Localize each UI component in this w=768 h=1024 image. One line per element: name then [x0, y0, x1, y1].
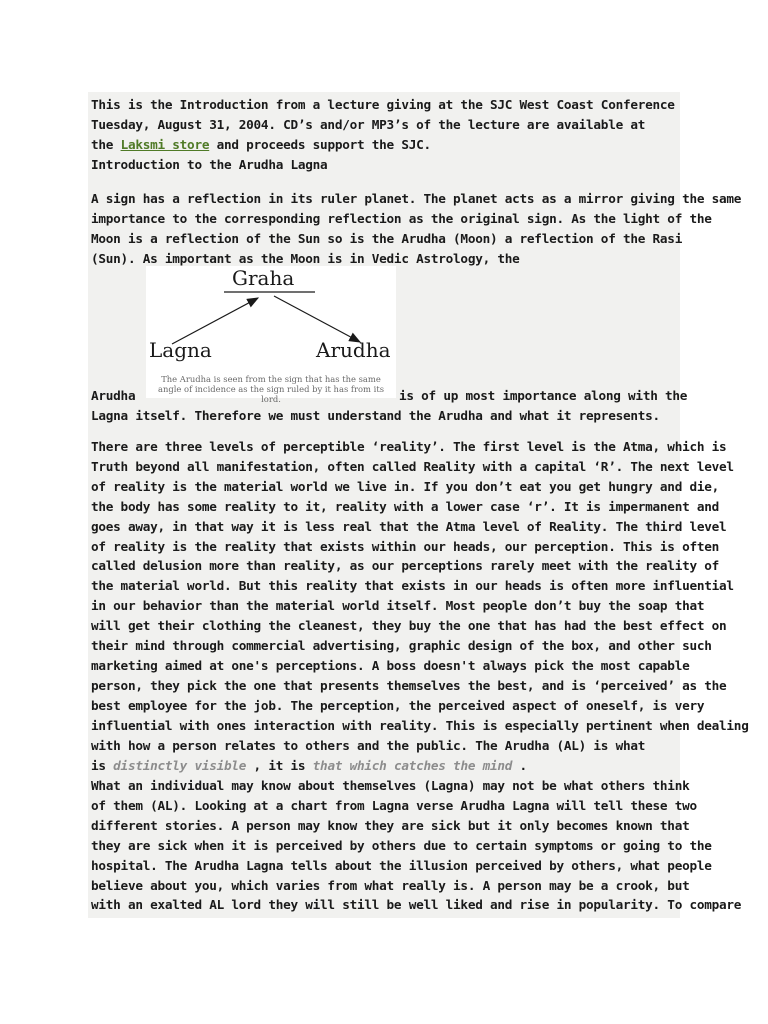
arudha-label: Arudha — [316, 338, 391, 362]
intro-line-3 — [91, 135, 683, 155]
arudha-continuation-right — [399, 386, 688, 406]
para2-line: goes away, in that way it is less real that the Atma level of Reality. The third level — [91, 518, 727, 534]
para2-line: the material world. But this reality that exists in our heads is often more influential — [91, 578, 734, 594]
para1-end-line: Lagna itself. Therefore we must understand the Arudha and what it represents. — [91, 408, 660, 423]
para3-line: they are sick when it is perceived by others due to certain symptoms or going to the — [91, 837, 712, 853]
para2-line: of reality is the reality that exists within our heads, our perception. This is often — [91, 538, 720, 554]
paragraph-2 — [91, 437, 749, 775]
para2-line: the body has some reality to it, reality with a lower case ‘r’. It is impermanent and — [91, 498, 720, 514]
distinctly-visible-phrase: distinctly visible — [113, 757, 247, 773]
arrow-graha-to-arudha — [274, 296, 360, 342]
section-heading: Introduction to the Arudha Lagna — [91, 156, 328, 172]
intro-line-3-prefix: the — [91, 136, 121, 152]
paragraph-3 — [91, 776, 742, 915]
graha-lagna-arudha-diagram — [146, 266, 396, 404]
arudha-continuation-text: is of up most importance along with the — [399, 388, 688, 403]
para2-mid: , it is — [246, 757, 313, 773]
para2-last-line — [91, 756, 683, 776]
para2-line: of reality is the material world we live in. If you don’t eat you get hungry and die, — [91, 478, 720, 494]
graha-label: Graha — [232, 266, 295, 290]
para1-line: Moon is a reflection of the Sun so is the Arudha (Moon) a reflection of the Rasi — [91, 230, 683, 246]
paragraph-1 — [91, 189, 742, 269]
para3-line: different stories. A person may know they are sick but it only becomes known that — [91, 817, 690, 833]
para1-line: importance to the corresponding reflection as the original sign. As the light of the — [91, 210, 712, 226]
para3-line: What an individual may know about themselves (Lagna) may not be what others think — [91, 778, 690, 793]
para2-end: . — [512, 757, 527, 773]
intro-line-1: This is the Introduction from a lecture giving at the SJC West Coast Conference — [91, 97, 675, 112]
intro-line-3-suffix: and proceeds support the SJC. — [209, 136, 431, 152]
arudha-word: Arudha — [91, 388, 136, 403]
para3-line: hospital. The Arudha Lagna tells about the illusion perceived by others, what people — [91, 857, 712, 873]
intro-block — [91, 95, 683, 175]
para2-line: in our behavior than the material world itself. Most people don’t buy the soap that — [91, 598, 705, 614]
diagram-caption: The Arudha is seen from the sign that has the same angle of incidence as the sign ruled by it has from its lord. — [158, 374, 384, 404]
para2-line: their mind through commercial advertising, graphic design of the box, and other such — [91, 638, 712, 654]
document-page — [88, 92, 749, 918]
para2-line: with how a person relates to others and the public. The Arudha (AL) is what — [91, 737, 646, 753]
para3-line: with an exalted AL lord they will still be well liked and rise in popularity. To compare — [91, 897, 742, 913]
para2-line: influential with ones interaction with reality. This is especially pertinent when dealing — [91, 717, 749, 733]
laksmi-store-link[interactable]: Laksmi store — [120, 136, 210, 152]
para2-line: person, they pick the one that presents themselves the best, and is ‘perceived’ as the — [91, 677, 727, 693]
para1-line: A sign has a reflection in its ruler planet. The planet acts as a mirror giving the same — [91, 191, 742, 206]
para3-line: believe about you, which varies from what really is. A person may be a crook, but — [91, 877, 690, 893]
lagna-label: Lagna — [149, 338, 212, 362]
para2-line: There are three levels of perceptible ‘reality’. The first level is the Atma, which is — [91, 439, 727, 454]
paragraph-1-end — [91, 406, 683, 426]
para3-line: of them (AL). Looking at a chart from Lagna verse Arudha Lagna will tell these two — [91, 797, 697, 813]
para2-line: will get their clothing the cleanest, they buy the one that has had the best effect on — [91, 618, 727, 634]
para2-line: called delusion more than reality, as our perceptions rarely meet with the reality of — [91, 558, 720, 574]
para2-line: Truth beyond all manifestation, often called Reality with a capital ‘R’. The next level — [91, 458, 734, 474]
para2-is: is — [91, 757, 114, 773]
intro-line-2: Tuesday, August 31, 2004. CD’s and/or MP3’s of the lecture are available at — [91, 116, 646, 132]
catches-the-mind-phrase: that which catches the mind — [312, 757, 513, 773]
para2-line: best employee for the job. The perception, the perceived aspect of oneself, is very — [91, 697, 705, 713]
para1-line: (Sun). As important as the Moon is in Vedic Astrology, the — [91, 250, 520, 266]
para2-line: marketing aimed at one's perceptions. A boss doesn't always pick the most capable — [91, 657, 690, 673]
